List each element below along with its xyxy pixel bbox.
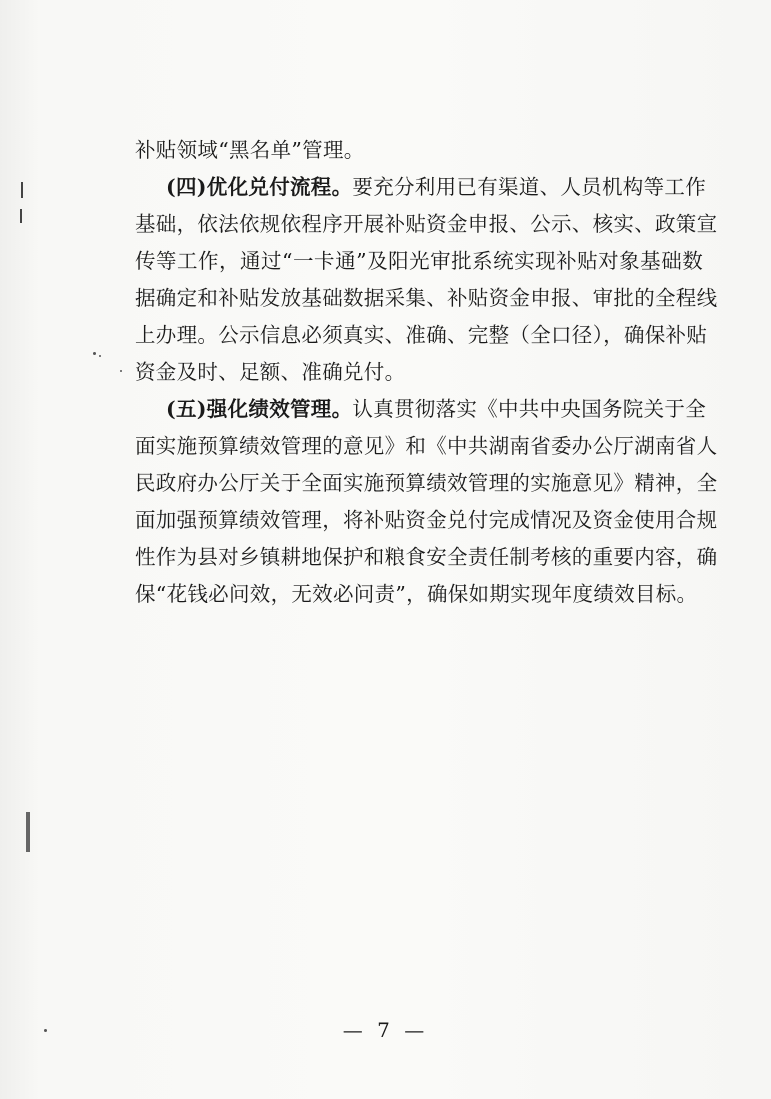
line-text: 据确定和补贴发放基础数据采集、补贴资金申报、审批的全程线 [135, 286, 718, 310]
text-line [135, 465, 718, 502]
line-text: 补贴领域“黑名单”管理。 [135, 138, 365, 162]
line-text: 面实施预算绩效管理的意见》和《中共湖南省委办公厅湖南省人 [135, 434, 718, 458]
scan-speck [120, 370, 122, 372]
text-line [135, 317, 708, 354]
line-text: 传等工作，通过“一卡通”及阳光审批系统实现补贴对象基础数 [135, 249, 703, 273]
body-text [135, 132, 718, 613]
page-number: — 7 — [342, 1018, 429, 1042]
scan-mark [26, 812, 30, 852]
text-line [135, 502, 718, 539]
text-line [135, 354, 703, 391]
line-text: 性作为县对乡镇耕地保护和粮食安全责任制考核的重要内容，确 [135, 545, 718, 569]
text-line [135, 206, 718, 243]
text-line [135, 576, 703, 613]
line-text: 面加强预算绩效管理，将补贴资金兑付完成情况及资金使用合规 [135, 508, 718, 532]
line-text: 基础，依法依规依程序开展补贴资金申报、公示、核实、政策宣 [135, 212, 718, 236]
section-heading-4: (四)优化兑付流程。 [166, 175, 353, 199]
text-line [135, 391, 707, 428]
text-line [135, 132, 703, 169]
text-line [135, 169, 707, 206]
scan-speck [99, 355, 101, 357]
scan-mark [20, 209, 22, 223]
line-text: 资金及时、足额、准确兑付。 [135, 360, 406, 384]
line-text: 民政府办公厅关于全面实施预算绩效管理的实施意见》精神，全 [135, 471, 718, 495]
scan-mark [21, 182, 23, 198]
line-text: 上办理。公示信息必须真实、准确、完整（全口径），确保补贴 [135, 323, 708, 347]
text-line [135, 280, 718, 317]
text-line [135, 428, 718, 465]
text-line [135, 539, 718, 576]
line-text: 保“花钱必问效，无效必问责”，确保如期实现年度绩效目标。 [135, 582, 698, 606]
line-text: 认真贯彻落实《中共中央国务院关于全 [352, 397, 707, 421]
line-text: 要充分利用已有渠道、人员机构等工作 [352, 175, 707, 199]
section-heading-5: (五)强化绩效管理。 [166, 397, 353, 421]
text-line [135, 243, 703, 280]
scan-speck [93, 352, 96, 355]
